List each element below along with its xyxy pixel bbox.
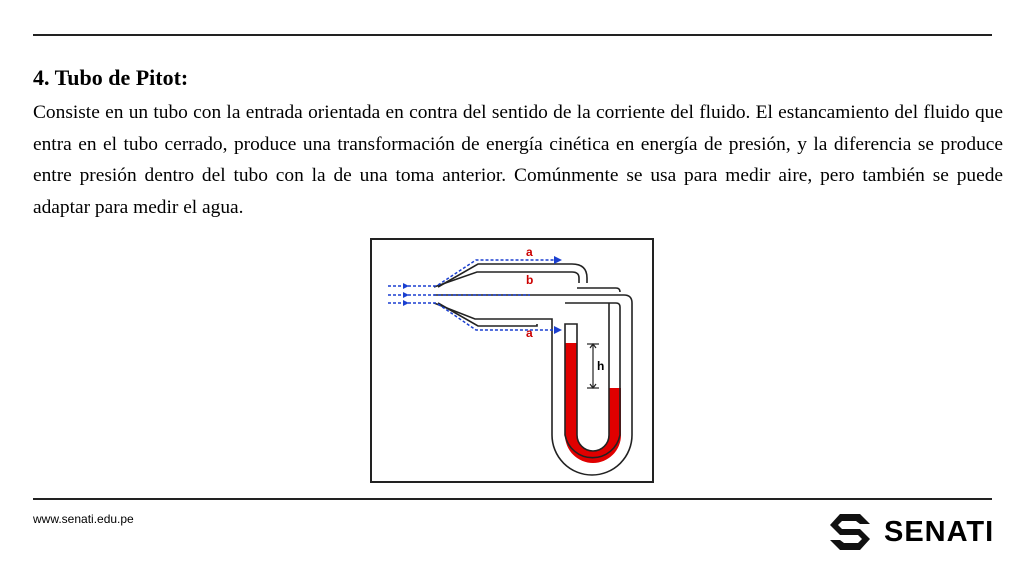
footer-url[interactable]: www.senati.edu.pe <box>33 512 134 526</box>
label-b: b <box>526 273 534 287</box>
body-paragraph: Consiste en un tubo con la entrada orientada en contra del sentido de la corriente del fluido. El estancamiento del fluido que entra en el tubo cerrado, produce una transformación de energía cinética en energía de presión, y la diferencia se produce entre presión dentro del tubo con la de una toma anterior. Comúnmente se usa para medir aire, pero también se puede adaptar para medir el agua. <box>33 102 1003 218</box>
pitot-tube-svg <box>372 240 652 481</box>
label-a-bottom: a <box>526 326 533 340</box>
senati-logo-text: SENATI <box>884 516 995 548</box>
pitot-tube-diagram <box>370 238 654 483</box>
bottom-divider <box>33 498 992 500</box>
top-divider <box>33 34 992 36</box>
page-title: 4. Tubo de Pitot: <box>33 65 189 90</box>
label-h: h <box>597 359 605 373</box>
label-a-top: a <box>526 245 533 259</box>
senati-logo <box>828 512 998 552</box>
senati-logo-icon <box>828 512 872 552</box>
